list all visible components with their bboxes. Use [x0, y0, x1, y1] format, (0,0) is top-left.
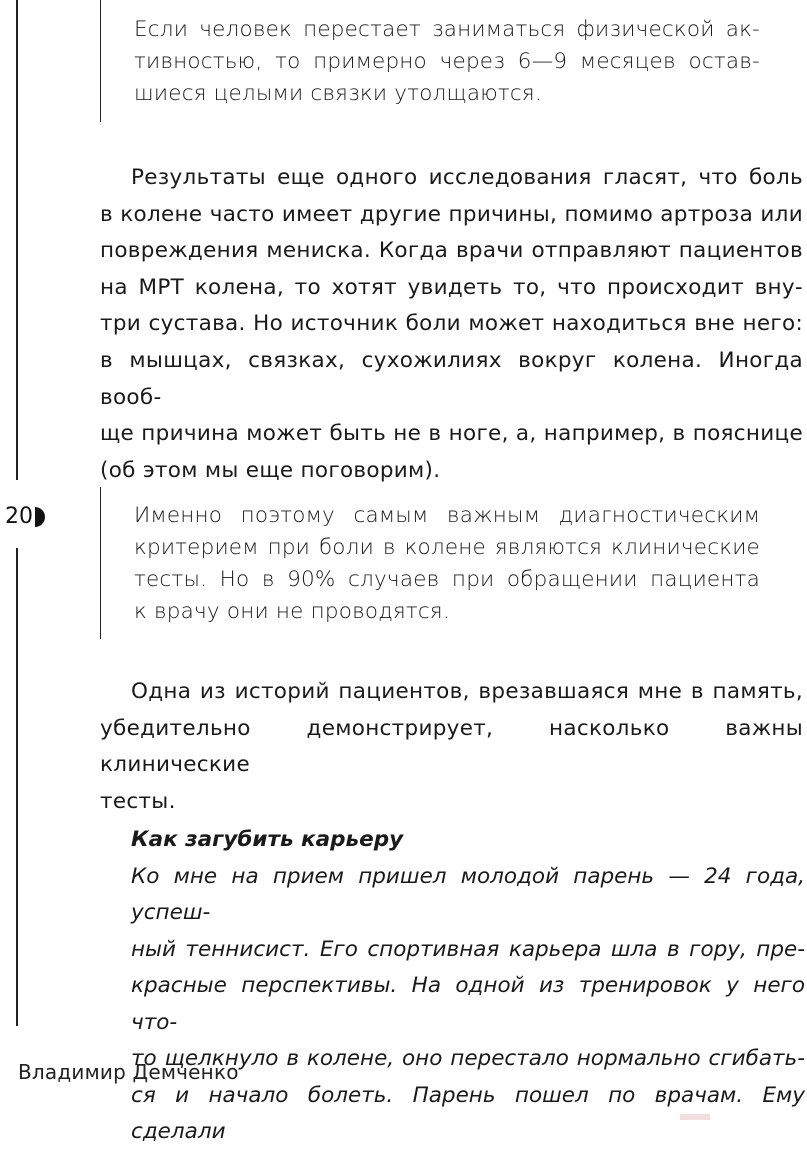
paragraph-line: повреждения мениска. Когда врачи отправляют пациентов [100, 238, 803, 264]
pull-quote-1 [100, 0, 760, 122]
paragraph-line: на МРТ колена, то хотят увидеть то, что происходит вну- [100, 274, 803, 300]
paragraph-line: в колене часто имеет другие причины, помимо артроза или [100, 201, 803, 227]
story-line: ся и начало болеть. Парень пошел по врачам. Ему сделали [131, 1082, 805, 1144]
story-heading: Как загубить карьеру [131, 827, 404, 852]
paragraph-line: Результаты еще одного исследования гласят, что боль [131, 165, 803, 190]
paragraph-line: тесты. [100, 788, 176, 814]
quote-line: шиеся целыми связки утолщаются. [134, 81, 542, 106]
paragraph-line: в мышцах, связках, сухожилиях вокруг колена. Иногда вооб- [100, 347, 803, 410]
quote-line: тесты. Но в 90% случаев при обращении пациента [134, 567, 760, 592]
running-footer-author: Владимир Демченко [18, 1060, 239, 1084]
body-paragraph-2 [100, 674, 803, 820]
story-line: то щелкнуло в колене, оно перестало нормально сгибать- [131, 1046, 805, 1071]
half-circle-icon [35, 507, 45, 527]
quote-line: к врачу они не проводятся. [134, 599, 450, 624]
paragraph-line: Одна из историй пациентов, врезавшаяся мне в память, [131, 679, 803, 704]
story-line: Ко мне на прием пришел молодой парень — 24 года, успеш- [131, 863, 805, 925]
quote-line: Именно поэтому самым важным диагностическим [134, 503, 760, 528]
paragraph-line: ще причина может быть не в ноге, а, например, в пояснице [100, 421, 803, 447]
page-number-text: 20 [5, 504, 33, 529]
story-section [131, 822, 805, 1151]
paragraph-line: (об этом мы еще поговорим). [100, 457, 441, 483]
quote-line: тивностью, то примерно через 6—9 месяцев остав- [134, 49, 760, 74]
story-line: красные перспективы. На одной из тренировок у него что- [131, 973, 805, 1035]
corner-mark [680, 1114, 710, 1120]
margin-rule-bottom [16, 548, 18, 1026]
page-number [5, 502, 45, 532]
quote-line: критерием при боли в колене являются клинические [134, 535, 760, 560]
margin-rule-top [16, 0, 18, 480]
pull-quote-2 [100, 487, 760, 639]
story-line: ный теннисист. Его спортивная карьера шла в гору, пре- [131, 936, 805, 962]
quote-line: Если человек перестает заниматься физической ак- [134, 17, 760, 42]
paragraph-line: убедительно демонстрирует, насколько важны клинические [100, 715, 803, 778]
paragraph-line: три сустава. Но источник боли может находиться вне него: [100, 311, 803, 337]
body-paragraph-1 [100, 160, 803, 489]
